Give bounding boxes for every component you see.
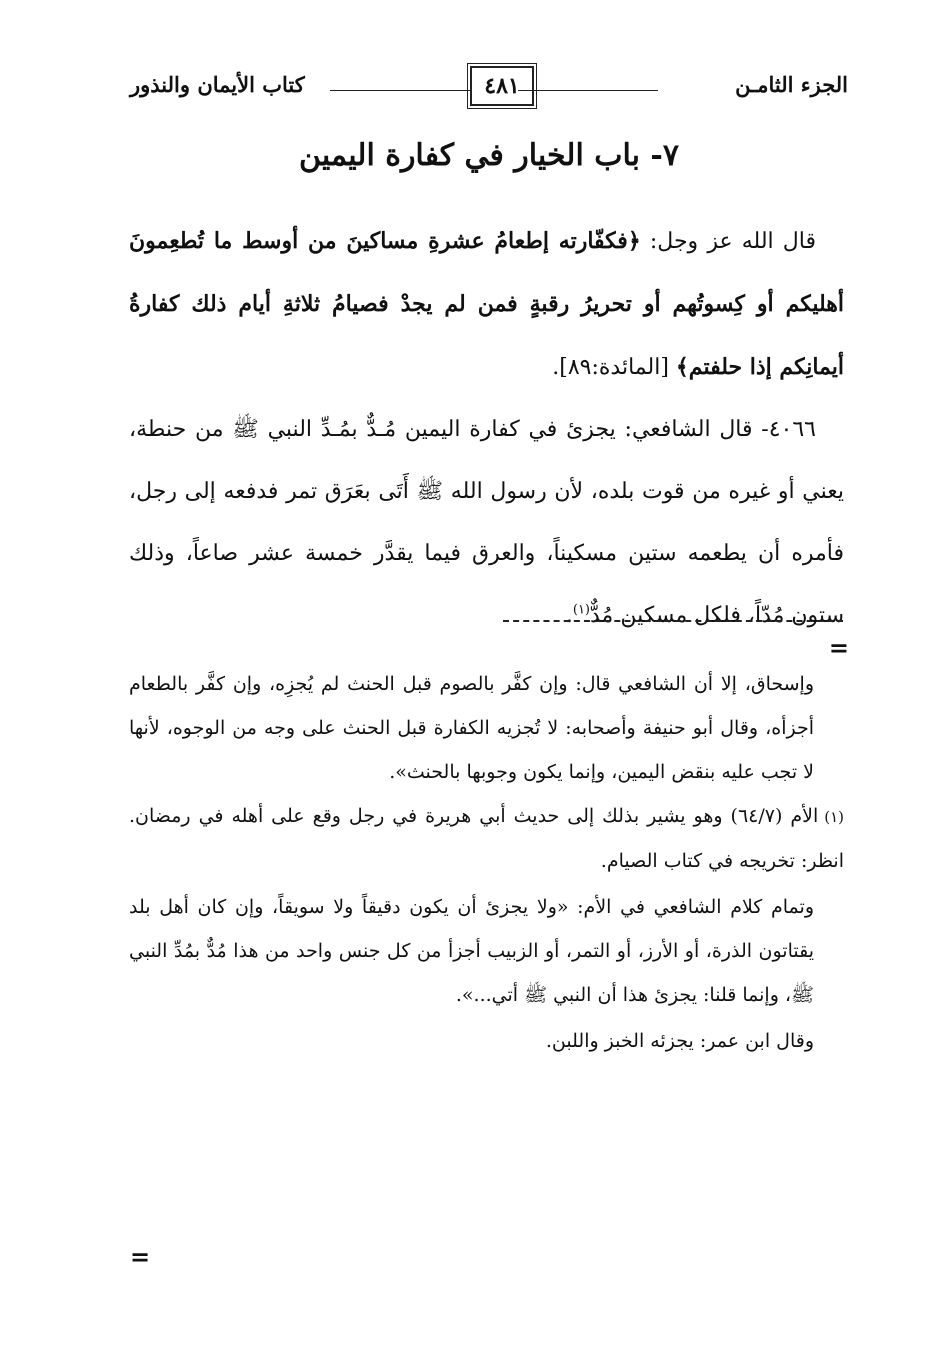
footnote-separator bbox=[503, 620, 843, 622]
book-title: كتاب الأيمان والنذور bbox=[130, 72, 305, 97]
footnote-continuation: وإسحاق، إلا أن الشافعي قال: وإن كفَّر بالصوم قبل الحنث لم يُجزِه، وإن كفَّر بالطعام أجزأه، وقال أبو حنيفة وأصحابه: لا تُجزيه الكفارة قبل الحنث على وجه من الوجوه، لأنها لا تجب عليه بنقض اليمين، وإنما يكون وجوبها بالحنث». bbox=[129, 673, 814, 783]
footnote-1 bbox=[129, 794, 844, 883]
quran-verse: ﴿فكفّارته إطعامُ عشرةِ مساكينَ من أوسط ما تُطعِمونَ أهليكم أو كِسوتُهم أو تحريرُ رقبةٍ فمن لم يجدْ فصيامُ ثلاثةِ أيام ذلك كفارةُ أيمانِكم إذا حلفتم﴾ bbox=[129, 228, 844, 380]
footnote-1-ibn-umar: وقال ابن عمر: يجزئه الخبز واللبن. bbox=[545, 1030, 814, 1052]
footnotes bbox=[129, 662, 844, 1063]
page-number: ٤٨١ bbox=[470, 66, 534, 106]
footnote-1-number: (١) bbox=[824, 808, 844, 826]
footnote-1-quote: وتمام كلام الشافعي في الأم: «ولا يجزئ أن يكون دقيقاً ولا سويقاً، وإن كان أهل بلد يقتاتون الذرة، أو الأرز، أو التمر، أو الزبيب أجزأ من كل جنس واحد من هذا مُدٌّ بمُدِّ النبي ﷺ، وإنما قلنا: يجزئ هذا أن النبي ﷺ أتي...». bbox=[129, 896, 814, 1006]
main-text bbox=[129, 210, 844, 647]
header-rule-left bbox=[330, 90, 470, 91]
hadith-paragraph-4066 bbox=[129, 399, 844, 647]
paragraph-4066-text: ٤٠٦٦- قال الشافعي: يجزئ في كفارة اليمين مُـدٌّ بمُـدِّ النبي ﷺ من حنطة، يعني أو غيره من قوت بلده، لأن رسول الله ﷺ أَتَى بعَرَق تمر فدفعه إلى رجل، فأمره أن يطعمه ستين مسكيناً، والعرق فيما يقدَّر خمسة عشر صاعاً، وذلك ستون مُدّاً، فلكل مسكين مُدٌّ bbox=[129, 417, 844, 628]
footnote-ref-1[interactable]: (١) bbox=[572, 602, 590, 618]
paragraph-4066-end: . bbox=[565, 603, 573, 628]
chapter-title: ٧- باب الخيار في كفارة اليمين bbox=[299, 138, 679, 173]
continuation-mark-bottom: = bbox=[130, 1243, 151, 1271]
continuation-mark-top: = bbox=[828, 634, 849, 662]
quran-quote-paragraph bbox=[129, 210, 844, 399]
quran-reference: [المائدة:٨٩]. bbox=[552, 355, 676, 380]
quote-intro: قال الله عز وجل: bbox=[640, 229, 816, 254]
running-header bbox=[130, 66, 848, 116]
footnote-1-text: الأم (٦٤/٧) وهو يشير بذلك إلى حديث أبي هريرة في رجل وقع على أهله في رمضان. انظر: تخريجه في كتاب الصيام. bbox=[129, 805, 844, 872]
volume-label: الجزء الثامـن bbox=[735, 72, 848, 97]
header-rule-right bbox=[518, 90, 658, 91]
